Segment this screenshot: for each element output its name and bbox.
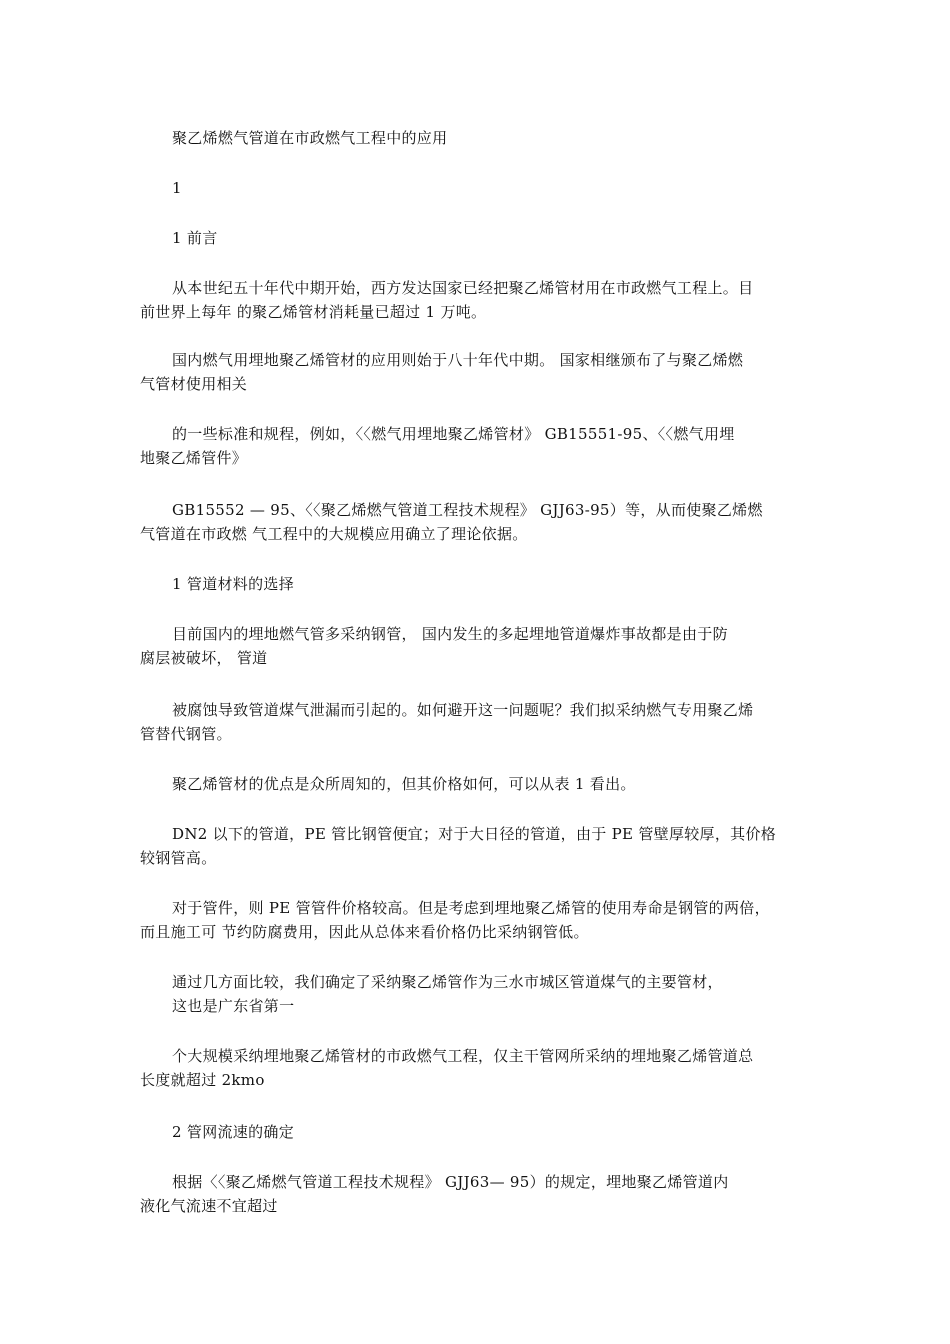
paragraph-line: 地聚乙烯管件》	[140, 449, 248, 467]
paragraph-line: 前世界上每年 的聚乙烯管材消耗量已超过 1 万吨。	[140, 303, 487, 321]
paragraph-line: 气管材使用相关	[140, 375, 248, 393]
paragraph-line: 气管道在市政燃 气工程中的大规模应用确立了理论依据。	[140, 525, 528, 543]
paragraph-line: 这也是广东省第一	[172, 997, 295, 1015]
paragraph-line: 长度就超过 2kmo	[140, 1071, 265, 1089]
document-title: 聚乙烯燃气管道在市政燃气工程中的应用	[172, 129, 448, 147]
paragraph-line: GB15552 — 95、〈〈聚乙烯燃气管道工程技术规程》 GJJ63-95）等，从而使聚乙烯燃	[172, 501, 763, 519]
section-heading-intro: 1 前言	[172, 229, 218, 247]
paragraph-line: 而且施工可 节约防腐费用，因此从总体来看价格仍比采纳钢管低。	[140, 923, 589, 941]
paragraph-line: 国内燃气用埋地聚乙烯管材的应用则始于八十年代中期。 国家相继颁布了与聚乙烯燃	[172, 351, 744, 369]
paragraph-line: 聚乙烯管材的优点是众所周知的，但其价格如何，可以从表 1 看出。	[172, 775, 636, 793]
page-marker: 1	[172, 179, 182, 197]
paragraph-line: DN2 以下的管道，PE 管比钢管便宜；对于大日径的管道，由于 PE 管壁厚较厚，其价格	[172, 825, 777, 843]
paragraph-line: 根据〈〈聚乙烯燃气管道工程技术规程》 GJJ63— 95）的规定，埋地聚乙烯管道内	[172, 1173, 729, 1191]
paragraph-line: 对于管件，则 PE 管管件价格较高。但是考虑到埋地聚乙烯管的使用寿命是钢管的两倍，	[172, 899, 770, 917]
paragraph-line: 被腐蚀导致管道煤气泄漏而引起的。如何避开这一问题呢？我们拟采纳燃气专用聚乙烯	[172, 701, 754, 719]
paragraph-line: 个大规模采纳埋地聚乙烯管材的市政燃气工程，仅主干管网所采纳的埋地聚乙烯管道总	[172, 1047, 754, 1065]
section-heading-flow: 2 管网流速的确定	[172, 1123, 295, 1141]
paragraph-line: 的一些标准和规程，例如，〈〈燃气用埋地聚乙烯管材》 GB15551-95、〈〈燃气用埋	[172, 425, 735, 443]
paragraph-line: 液化气流速不宜超过	[140, 1197, 278, 1215]
paragraph-line: 腐层被破坏， 管道	[140, 649, 268, 667]
section-heading-material: 1 管道材料的选择	[172, 575, 295, 593]
paragraph-line: 通过几方面比较，我们确定了采纳聚乙烯管作为三水市城区管道煤气的主要管材，	[172, 973, 723, 991]
paragraph-line: 从本世纪五十年代中期开始，西方发达国家已经把聚乙烯管材用在市政燃气工程上。目	[172, 279, 754, 297]
paragraph-line: 较钢管高。	[140, 849, 217, 867]
paragraph-line: 目前国内的埋地燃气管多采纳钢管， 国内发生的多起埋地管道爆炸事故都是由于防	[172, 625, 728, 643]
paragraph-line: 管替代钢管。	[140, 725, 232, 743]
